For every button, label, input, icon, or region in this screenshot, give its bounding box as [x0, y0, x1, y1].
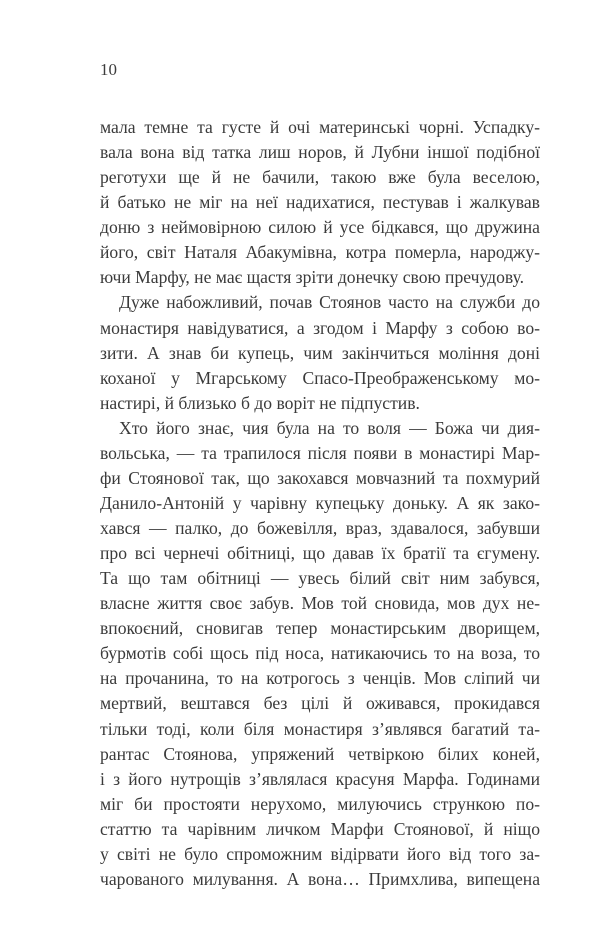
text-line: рантас Стоянова, упряжений четвіркою білих коней, — [100, 743, 540, 764]
text-line: впокоєний, сновигав тепер монастирським дворищем, — [100, 618, 540, 639]
text-line: міг би простояти нерухомо, милуючись стрункою по- — [100, 793, 540, 814]
text-line: і з його нутрощів з’являлася красуня Марфа. Годинами — [100, 768, 540, 789]
text-line: й батько не міг на неї надихатися, пестував і жалкував — [100, 192, 540, 213]
text-line: настирі, й близько б до воріт не підпустив. — [100, 392, 420, 413]
text-line: бурмотів собі щось під носа, натикаючись то на воза, то — [100, 643, 540, 664]
text-line: вольська, — та трапилося після появи в монастирі Мар- — [100, 442, 540, 463]
text-line: зити. А знав би купець, чим закінчиться моління доні — [100, 342, 540, 363]
text-line: мертвий, вештався без цілі й оживався, прокидався — [100, 693, 540, 714]
text-line: мала темне та густе й очі материнські чорні. Успадку- — [100, 117, 540, 137]
text-line: монастиря навідуватися, а згодом і Марфу з собою во- — [100, 317, 540, 338]
text-line: Хто його знає, чия була на то воля — Божа чи дия- — [119, 417, 540, 438]
paragraph — [100, 416, 540, 892]
text-line: чарованого милування. А вона… Примхлива, випещена — [100, 868, 540, 889]
text-line: коханої у Мгарському Спасо-Преображенському мо- — [100, 367, 540, 388]
text-line: Та що там обітниці — увесь білий світ ним забувся, — [100, 568, 540, 589]
text-line: у світі не було спроможним відірвати його від того за- — [100, 843, 540, 864]
text-line: Дуже набожливий, почав Стоянов часто на служби до — [119, 292, 540, 313]
paragraph — [100, 115, 540, 290]
text-line: хався — палко, до божевілля, враз, здавалося, забувши — [100, 518, 540, 538]
text-line: реготухи ще й не бачили, такою вже була веселою, — [100, 167, 540, 188]
page-number: 10 — [100, 60, 117, 79]
text-line: ючи Марфу, не має щастя зріти донечку свою пречудову. — [100, 267, 525, 288]
paragraph — [100, 290, 540, 415]
text-line: Данило-Антоній у чарівну купецьку доньку. А як зако- — [100, 492, 540, 513]
text-line: доню з неймовірною силою й усе бідкався, що дружина — [100, 217, 540, 238]
text-line: вала вона від татка лиш норов, й Лубни іншої подібної — [100, 142, 540, 163]
text-line: власне життя своє забув. Мов той сновида, мов дух не- — [100, 593, 540, 614]
body-text — [100, 115, 540, 892]
text-line: фи Стоянової так, що закохався мовчазний та похмурий — [100, 467, 540, 488]
text-line: тільки тоді, коли біля монастиря з’являвся багатий та- — [100, 718, 540, 739]
text-line: його, світ Наталя Абакумівна, котра померла, народжу- — [100, 242, 540, 263]
text-line: про всі чернечі обітниці, що давав їх братії та єгумену. — [100, 543, 540, 564]
text-line: на прочанина, то на котрогось з ченців. Мов сліпий чи — [100, 668, 540, 689]
text-line: статтю та чарівним личком Марфи Стоянової, й ніщо — [100, 818, 540, 839]
